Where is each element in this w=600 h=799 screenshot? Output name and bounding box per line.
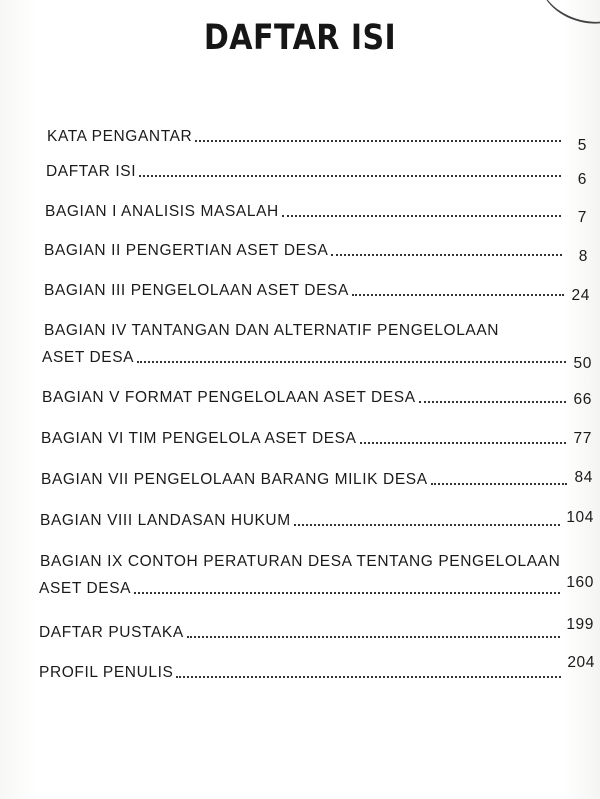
dot-leader bbox=[134, 591, 560, 594]
dot-leader bbox=[137, 360, 566, 363]
toc-entry-page-number: 199 bbox=[566, 616, 594, 633]
toc-entry-label: BAGIAN I ANALISIS MASALAH bbox=[45, 203, 279, 220]
toc-entry-profil-penulis bbox=[39, 654, 595, 682]
toc-entry-bagian-iv-line1: BAGIAN IV TANTANGAN DAN ALTERNATIF PENGELOLAAN bbox=[44, 322, 500, 339]
toc-entry-bagian-i bbox=[45, 203, 587, 226]
dot-leader bbox=[195, 139, 561, 142]
dot-leader bbox=[176, 675, 561, 678]
toc-entry-page-number: 104 bbox=[566, 509, 594, 526]
dot-leader bbox=[431, 482, 567, 485]
toc-entry-label: ASET DESA bbox=[42, 349, 135, 366]
toc-entry-bagian-vi bbox=[41, 430, 592, 448]
toc-entry-label: ASET DESA bbox=[39, 580, 132, 597]
toc-entry-page-number: 204 bbox=[567, 654, 595, 671]
dot-leader bbox=[360, 441, 566, 444]
toc-entry-page-number: 50 bbox=[573, 355, 592, 372]
toc-entry-bagian-ix-line1: BAGIAN IX CONTOH PERATURAN DESA TENTANG PENGELOLAAN bbox=[40, 553, 561, 570]
toc-entry-label: BAGIAN III PENGELOLAAN ASET DESA bbox=[44, 282, 349, 299]
toc-entry-bagian-iv bbox=[42, 349, 592, 372]
toc-entry-daftar-pustaka bbox=[39, 616, 594, 642]
toc-entry-page-number: 84 bbox=[574, 469, 593, 486]
toc-entry-page-number: 5 bbox=[577, 137, 587, 154]
dot-leader bbox=[419, 400, 566, 403]
toc-entry-page-number: 24 bbox=[571, 287, 590, 304]
toc-entry-daftar-isi bbox=[46, 163, 587, 188]
toc-entry-page-number: 77 bbox=[573, 430, 592, 447]
toc-entry-label: BAGIAN V FORMAT PENGELOLAAN ASET DESA bbox=[42, 389, 416, 406]
toc-entry-label: BAGIAN VII PENGELOLAAN BARANG MILIK DESA bbox=[41, 471, 428, 488]
dot-leader bbox=[352, 293, 564, 296]
toc-entry-page-number: 160 bbox=[566, 574, 594, 591]
toc-entry-page-number: 6 bbox=[577, 171, 587, 188]
toc-entry-label: BAGIAN II PENGERTIAN ASET DESA bbox=[44, 242, 329, 259]
dot-leader bbox=[331, 253, 562, 256]
toc-entry-bagian-v bbox=[42, 389, 592, 407]
toc-entry-label: KATA PENGANTAR bbox=[47, 128, 193, 145]
dot-leader bbox=[294, 523, 561, 526]
dot-leader bbox=[139, 174, 561, 177]
toc-entry-page-number: 8 bbox=[578, 248, 588, 265]
toc-entry-bagian-ii bbox=[44, 242, 588, 265]
toc-entry-label: BAGIAN VIII LANDASAN HUKUM bbox=[40, 512, 291, 529]
toc-entry-kata-pengantar bbox=[47, 128, 587, 154]
toc-entry-bagian-viii bbox=[40, 509, 594, 530]
toc-entry-bagian-iii bbox=[44, 282, 590, 304]
toc-entry-label: PROFIL PENULIS bbox=[39, 664, 174, 681]
toc-entry-label: BAGIAN VI TIM PENGELOLA ASET DESA bbox=[41, 430, 357, 447]
toc-entry-bagian-vii bbox=[41, 471, 593, 489]
toc-entry-page-number: 66 bbox=[573, 391, 592, 408]
toc-entry-label: DAFTAR ISI bbox=[46, 163, 137, 180]
toc-entry-page-number: 7 bbox=[577, 209, 587, 226]
dot-leader bbox=[187, 635, 561, 638]
toc-entry-label: DAFTAR PUSTAKA bbox=[39, 624, 184, 641]
page-title: DAFTAR ISI bbox=[203, 18, 397, 58]
toc-entry-bagian-ix bbox=[39, 574, 594, 598]
dot-leader bbox=[282, 214, 561, 217]
